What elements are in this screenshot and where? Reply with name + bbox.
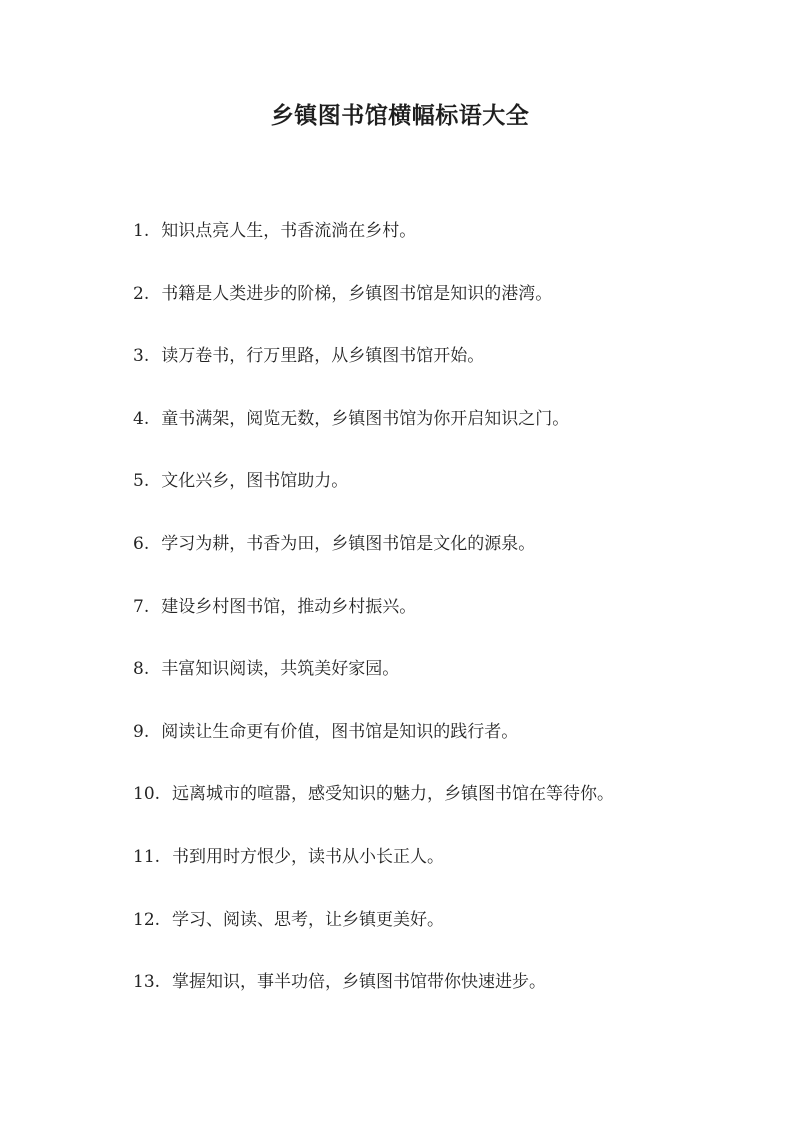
item-text: 书籍是人类进步的阶梯，乡镇图书馆是知识的港湾。 [161,283,553,304]
item-number: 1. [133,221,150,241]
item-text: 文化兴乡，图书馆助力。 [161,471,349,492]
list-item [133,656,614,719]
list-item [133,781,614,844]
item-text: 远离城市的喧嚣，感受知识的魅力，乡镇图书馆在等待你。 [172,784,615,805]
item-number: 6. [133,533,150,554]
item-number: 4. [133,408,150,429]
list-item [133,844,614,907]
slogan-list [133,218,614,1032]
item-text: 读万卷书，行万里路，从乡镇图书馆开始。 [161,346,485,367]
item-text: 学习为耕，书香为田，乡镇图书馆是文化的源泉。 [161,533,536,554]
list-item [133,468,614,531]
list-item [133,343,614,406]
list-item [133,531,614,594]
item-number: 5. [133,471,150,492]
item-text: 童书满架，阅览无数，乡镇图书馆为你开启知识之门。 [161,408,570,429]
item-text: 阅读让生命更有价值，图书馆是知识的践行者。 [161,721,519,742]
list-item [133,969,614,1032]
page-title: 乡镇图书馆横幅标语大全 [270,102,530,129]
item-text: 丰富知识阅读，共筑美好家园。 [161,659,400,680]
list-item [133,719,614,782]
list-item [133,218,614,281]
list-item [133,406,614,469]
item-text: 学习、阅读、思考，让乡镇更美好。 [172,909,445,930]
item-number: 2. [133,283,150,304]
item-text: 掌握知识，事半功倍，乡镇图书馆带你快速进步。 [172,972,547,993]
item-number: 12. [133,909,161,930]
item-number: 11. [133,846,161,867]
item-text: 建设乡村图书馆，推动乡村振兴。 [161,596,417,617]
item-number: 7. [133,596,150,617]
item-number: 10. [133,784,161,805]
list-item [133,594,614,657]
item-text: 书到用时方恨少，读书从小长正人。 [172,846,445,867]
item-number: 9. [133,721,150,742]
item-number: 13. [133,972,161,993]
item-text: 知识点亮人生，书香流淌在乡村。 [161,221,417,241]
list-item [133,281,614,344]
item-number: 8. [133,659,150,680]
list-item [133,907,614,970]
item-number: 3. [133,346,150,367]
